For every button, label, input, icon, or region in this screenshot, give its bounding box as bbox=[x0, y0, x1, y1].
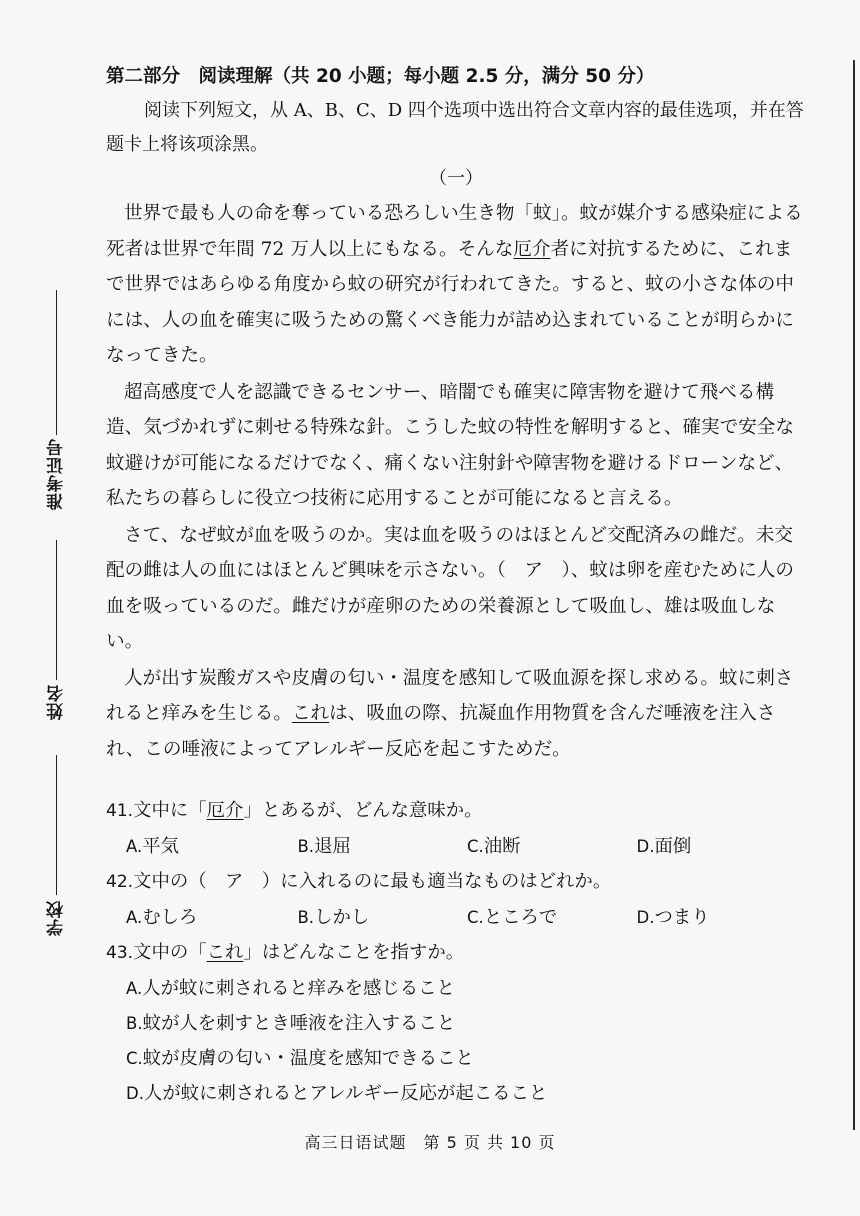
option-text: 平気 bbox=[142, 836, 180, 857]
section-instructions: 阅读下列短文，从 A、B、C、D 四个选项中选出符合文章内容的最佳选项，并在答题卡上将该项涂黑。 bbox=[106, 100, 804, 155]
questions bbox=[106, 793, 806, 1111]
option-text: むしろ bbox=[142, 907, 198, 928]
option-a[interactable] bbox=[106, 900, 297, 935]
question-41-options bbox=[106, 829, 806, 864]
option-letter: B. bbox=[297, 837, 315, 856]
option-text: つまり bbox=[654, 907, 710, 928]
option-c[interactable] bbox=[467, 900, 637, 935]
exam-content bbox=[106, 60, 806, 1111]
page-footer: 高三日语试题 第 5 页 共 10 页 bbox=[304, 1133, 556, 1152]
question-43-stem bbox=[106, 935, 806, 971]
p1-text-before: 世界で最も人の命を奪っている恐ろしい生き物「蚊」。蚊が媒介する感染症による死者は世界で年間 72 万人以上にもなる。そんな bbox=[106, 203, 803, 260]
stem-text: 文中の（ ア ）に入れるのに最も適当なものはどれか。 bbox=[133, 871, 612, 892]
option-a[interactable] bbox=[106, 829, 297, 864]
binding-margin bbox=[0, 0, 100, 1216]
option-letter: C. bbox=[466, 837, 484, 856]
passage-paragraph-3: さて、なぜ蚊が血を吸うのか。実は血を吸うのはほとんど交配済みの雌だ。未交配の雌は人の血にはほとんど興味を示さない。（ ア ）、蚊は卵を産むために人の血を吸っているのだ。雌だけが産卵のための栄養源として吸血し、雄は吸血しない。 bbox=[106, 524, 794, 652]
passage-paragraph-4 bbox=[106, 661, 806, 768]
option-text: 人が蚊に刺されるとアレルギー反応が起こること bbox=[143, 1083, 548, 1104]
exam-id-line bbox=[56, 290, 57, 435]
question-number: 43. bbox=[106, 943, 134, 963]
passage-paragraph-2: 超高感度で人を認識できるセンサー、暗闇でも確実に障害物を避けて飛べる構造、気づかれずに刺せる特殊な針。こうした蚊の特性を解明すると、確実で安全な蚊避けが可能になるだけでなく、痛くない注射針や障害物を避けるドローンなど、私たちの暮らしに役立つ技術に応用することが可能になると言える。 bbox=[106, 381, 794, 509]
option-text: 油断 bbox=[483, 836, 521, 857]
underlined-word-yakkai: 厄介 bbox=[513, 238, 551, 260]
option-c[interactable] bbox=[467, 829, 637, 864]
question-42-stem bbox=[106, 864, 806, 900]
option-text: ところで bbox=[483, 907, 558, 928]
question-number: 42. bbox=[106, 872, 134, 892]
page-edge-line bbox=[853, 60, 855, 1130]
reading-passage bbox=[106, 196, 806, 767]
school-label: 学校 bbox=[47, 900, 67, 936]
name-line bbox=[56, 540, 57, 680]
option-letter: A. bbox=[126, 908, 143, 927]
option-letter: B. bbox=[297, 908, 315, 927]
question-41-stem bbox=[106, 793, 806, 829]
school-line bbox=[56, 755, 57, 895]
passage-paragraph-1 bbox=[106, 196, 806, 374]
stem-text: 」とあるが、どんな意味か。 bbox=[243, 800, 483, 821]
stem-underlined: 厄介 bbox=[206, 800, 244, 821]
stem-underlined: これ bbox=[206, 942, 244, 963]
section-title: 第二部分 阅读理解（共 20 小题；每小题 2.5 分，满分 50 分） bbox=[106, 66, 655, 87]
option-letter: D. bbox=[126, 1084, 144, 1103]
option-letter: C. bbox=[126, 1049, 143, 1068]
option-d[interactable] bbox=[106, 1076, 806, 1111]
option-letter: B. bbox=[126, 1014, 143, 1033]
stem-text: 」はどんなことを指すか。 bbox=[243, 942, 465, 963]
option-c[interactable] bbox=[106, 1041, 806, 1076]
option-text: 人が蚊に刺されると痒みを感じること bbox=[142, 978, 455, 999]
option-letter: D. bbox=[636, 837, 655, 856]
option-letter: A. bbox=[126, 979, 143, 998]
option-b[interactable] bbox=[297, 829, 467, 864]
passage-number: （一） bbox=[429, 168, 483, 189]
option-b[interactable] bbox=[297, 900, 467, 935]
exam-id-label: 准考证号 bbox=[47, 438, 67, 510]
stem-text: 文中に「 bbox=[133, 800, 207, 821]
p4-text-before: 人が出す炭酸ガスや皮膚の匂い・温度を感知して吸血源を探し求める。蚊に刺されると痒みを生じる。 bbox=[106, 667, 794, 724]
name-label: 姓名 bbox=[47, 684, 67, 720]
option-d[interactable] bbox=[636, 829, 806, 864]
option-letter: A. bbox=[126, 837, 143, 856]
option-text: 面倒 bbox=[654, 836, 692, 857]
option-text: しかし bbox=[314, 907, 370, 928]
p4-text-after: は、吸血の際、抗凝血作用物質を含んだ唾液を注入され、この唾液によってアレルギー反応を起こすためだ。 bbox=[106, 703, 776, 760]
option-text: 蚊が皮膚の匂い・温度を感知できること bbox=[142, 1048, 474, 1069]
stem-text: 文中の「 bbox=[133, 942, 207, 963]
option-letter: D. bbox=[636, 908, 655, 927]
option-a[interactable] bbox=[106, 971, 806, 1006]
option-text: 蚊が人を刺すとき唾液を注入すること bbox=[142, 1013, 456, 1034]
option-text: 退屈 bbox=[314, 836, 351, 857]
option-d[interactable] bbox=[636, 900, 806, 935]
option-letter: C. bbox=[466, 908, 484, 927]
p1-text-after: 者に対抗するために、これまで世界ではあらゆる角度から蚊の研究が行われてきた。すると、蚊の小さな体の中には、人の血を確実に吸うための驚くべき能力が詰め込まれていることが明らかになってきた。 bbox=[106, 238, 794, 366]
question-number: 41. bbox=[106, 801, 134, 821]
underlined-word-kore: これ bbox=[291, 703, 330, 724]
option-b[interactable] bbox=[106, 1006, 806, 1041]
question-42-options bbox=[106, 900, 806, 935]
